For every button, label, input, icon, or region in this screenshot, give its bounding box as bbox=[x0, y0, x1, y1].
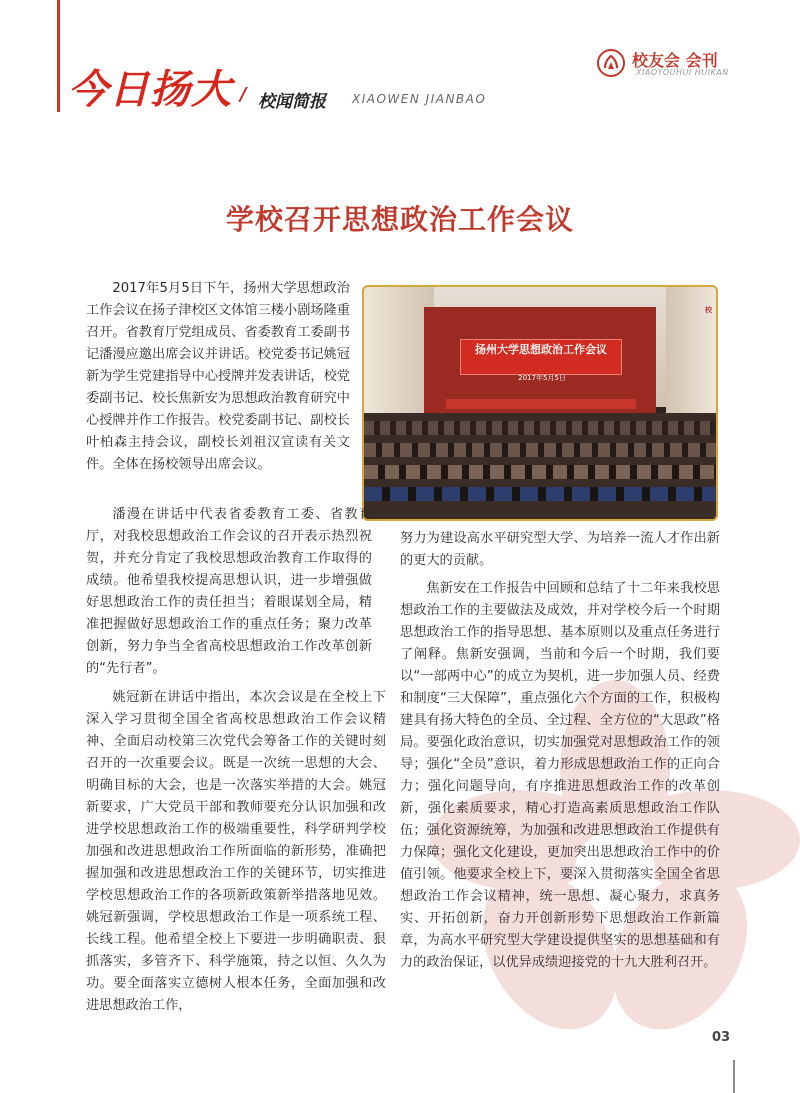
section-pinyin: XIAOWEN JIANBAO bbox=[352, 92, 487, 106]
page-number: 03 bbox=[712, 1030, 731, 1045]
audience-row bbox=[364, 465, 716, 479]
photo-banner-date: 2017年5月5日 bbox=[518, 374, 566, 382]
magazine-pinyin: XIAOYOUHUI HUIKAN bbox=[636, 68, 729, 77]
article-paragraph-3: 姚冠新在讲话中指出，本次会议是在全校上下深入学习贯彻全国全省高校思想政治工作会议精神、全面启动校第三次党代会筹备工作的关键时刻召开的一次重要会议。既是一次统一思想的大会、明确目标的大会，也是一次落实举措的大会。姚冠新要求，广大党员干部和教师要充分认识加强和改进学校思想政治工作的极端重要性，科学研判学校加强和改进思想政治工作所面临的新形势，准确把握加强和改进思想政治工作的关键环节，切实推进学校思想政治工作的各项新政策新举措落地见效。姚冠新强调，学校思想政治工作是一项系统工程、长线工程。他希望全校上下要进一步明确职责、狠抓落实，多管齐下、科学施策，持之以恒、久久为功。要全面落实立德树人根本任务，全面加强和改进思想政治工作， bbox=[86, 690, 386, 1013]
photo-rostrum-table bbox=[446, 399, 636, 409]
article-paragraph-4: 努力为建设高水平研究型大学、为培养一流人才作出新的更大的贡献。 bbox=[400, 531, 720, 568]
audience-row bbox=[364, 443, 716, 457]
article-title: 学校召开思想政治工作会议 bbox=[225, 203, 574, 236]
section-title: 校闻简报 bbox=[258, 92, 326, 112]
article-paragraph-1: 2017年5月5日下午，扬州大学思想政治工作会议在扬子津校区文体馆三楼小剧场隆重召开。省教育厅党组成员、省委教育工委副书记潘漫应邀出席会议并讲话。校党委书记姚冠新为学生党建指导中心授牌并发表讲话，校党委副书记、校长焦新安为思想政治教育研究中心授牌并作工作报告。校党委副书记、副校长叶柏森主持会议，副校长刘祖汉宣读有关文件。全体在扬校领导出席会议。 bbox=[86, 281, 350, 472]
audience-row bbox=[364, 421, 716, 435]
article-paragraph-5: 焦新安在工作报告中回顾和总结了十二年来我校思想政治工作的主要做法及成效，并对学校今后一个时期思想政治工作的指导思想、基本原则以及重点任务进行了阐释。焦新安强调，当前和今后一个时期，我们要以“一部两中心”的成立为契机，进一步加强人员、经费和制度“三大保障”，重点强化六个方面的工作，积极构建具有扬大特色的全员、全过程、全方位的“大思政”格局。要强化政治意识，切实加强党对思想政治工作的领导；强化“全员”意识，着力形成思想政治工作的正向合力；强化问题导向，有序推进思想政治工作的改革创新，强化素质要求，精心打造高素质思想政治工作队伍；强化资源统筹，为加强和改进思想政治工作提供有力保障；强化文化建设，更加突出思想政治工作中的价值引领。他要求全校上下，要深入贯彻落实全国全省思想政治工作会议精神，统一思想、凝心聚力，求真务实、开拓创新，奋力开创新形势下思想政治工作新篇章，为高水平研究型大学建设提供坚实的思想基础和有力的政治保证，以优异成绩迎接党的十九大胜利召开。 bbox=[400, 581, 720, 970]
magazine-name: 校友会 会刊 bbox=[632, 51, 718, 70]
photo-side-sign: 校 bbox=[705, 306, 712, 314]
alumni-emblem-icon bbox=[596, 48, 626, 78]
photo-audience bbox=[364, 413, 716, 521]
header-separator: / bbox=[240, 84, 247, 105]
page-number-rule bbox=[733, 1060, 735, 1093]
audience-row bbox=[364, 487, 716, 501]
article-paragraph-2: 潘漫在讲话中代表省委教育工委、省教育厅，对我校思想政治工作会议的召开表示热烈祝贺，并充分肯定了我校思想政治教育工作取得的成绩。他希望我校提高思想认识，进一步增强做好思想政治工作的责任担当；着眼谋划全局，精准把握做好思想政治工作的重点任务；聚力改革创新，努力争当全省高校思想政治工作改革创新的“先行者”。 bbox=[86, 507, 372, 676]
conference-photo bbox=[362, 285, 718, 521]
left-accent-rule bbox=[57, 0, 60, 112]
column-title: 今日扬大 bbox=[68, 67, 232, 113]
photo-conference-banner: 扬州大学思想政治工作会议 bbox=[460, 339, 622, 375]
